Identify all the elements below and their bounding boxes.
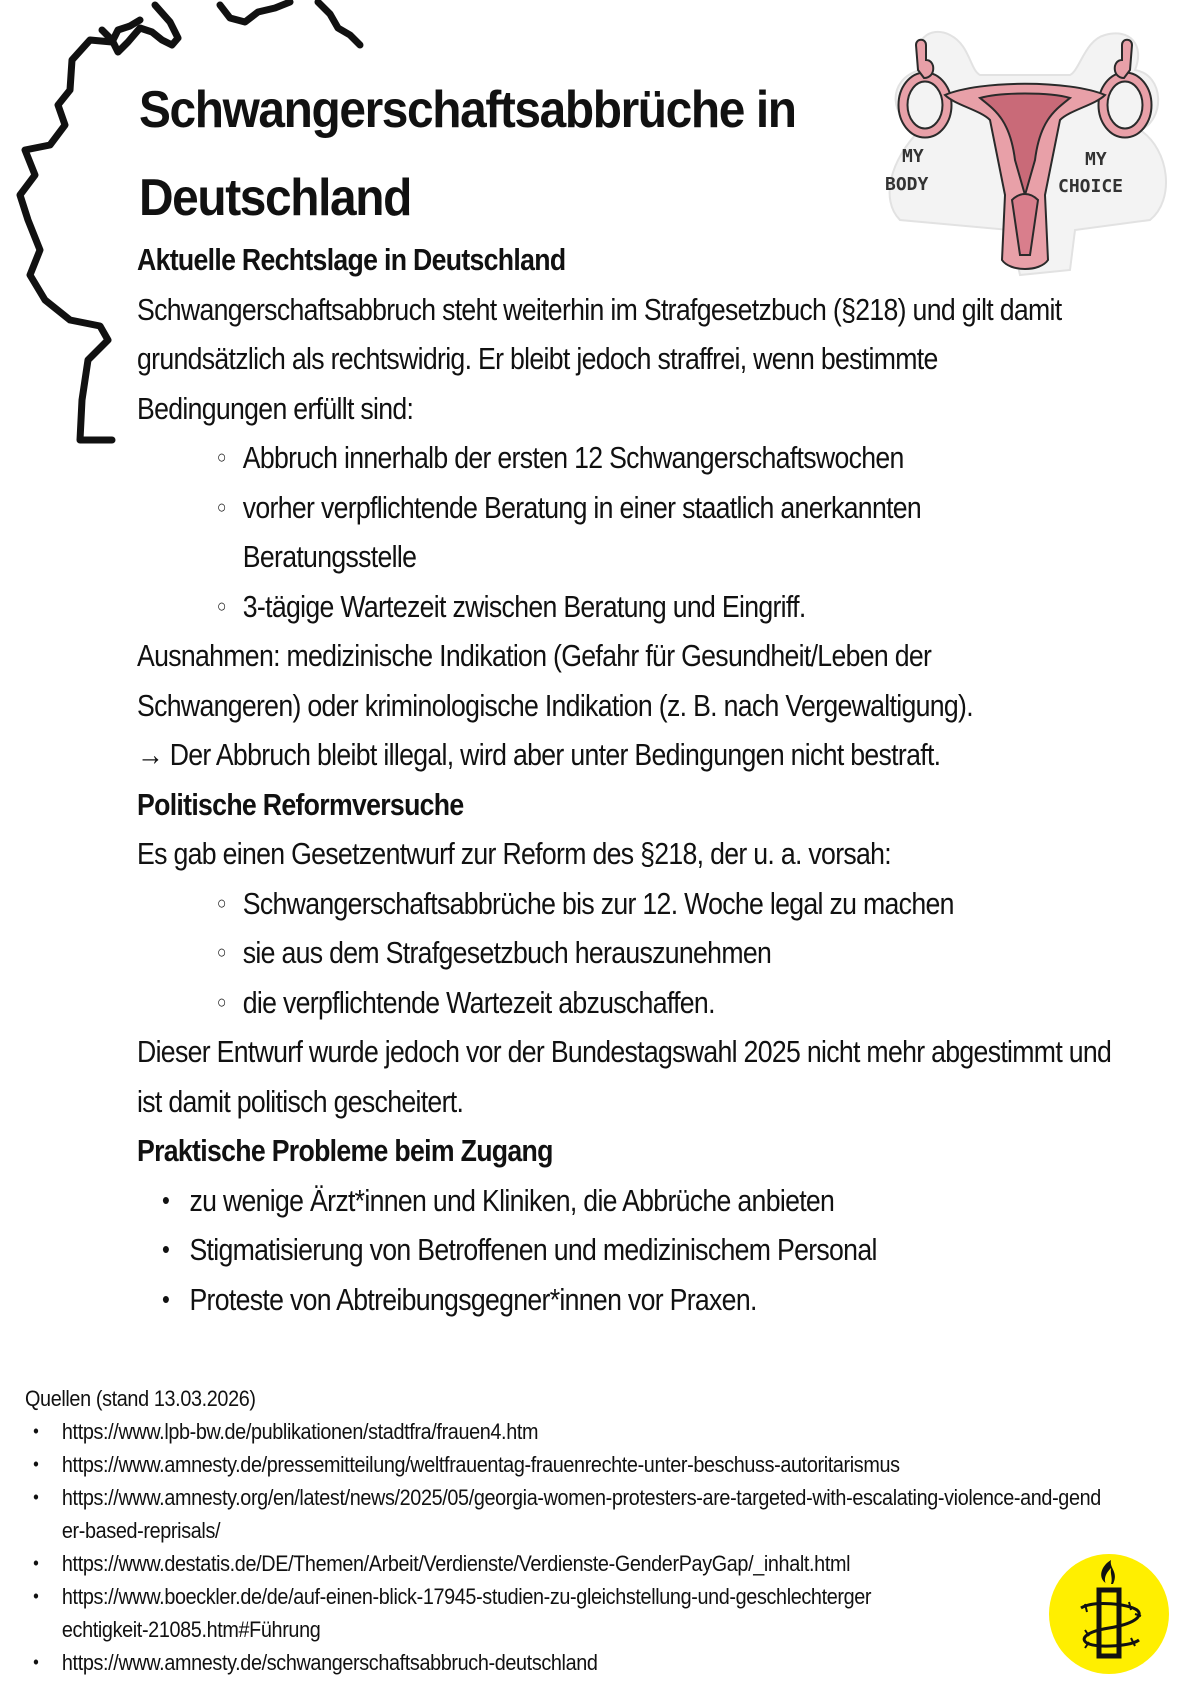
legal-conclusion: → Der Abbruch bleibt illegal, wird aber unter Bedingungen nicht bestraft. [137, 737, 941, 772]
source-link[interactable]: • https://www.boeckler.de/de/auf-einen-blick-17945-studien-zu-gleichstellung-und-geschlechtergerechtigkeit-21085.htm#Führung [62, 1580, 881, 1646]
main-content [137, 235, 1191, 1324]
bullet-icon: • [33, 1553, 39, 1573]
list-item: ○ sie aus dem Strafgesetzbuch herauszunehmen [243, 928, 1191, 978]
bullet-icon: • [33, 1586, 39, 1606]
source-link[interactable]: • https://www.amnesty.de/pressemitteilung/weltfrauentag-frauenrechte-unter-beschuss-autoritarismus [62, 1448, 1141, 1481]
source-link[interactable]: • https://www.destatis.de/DE/Themen/Arbeit/Verdienste/Verdienste-GenderPayGap/_inhalt.html [62, 1547, 1141, 1580]
list-item: ○ Schwangerschaftsabbrüche bis zur 12. Woche legal zu machen [243, 879, 1191, 929]
list-item: ○ die verpflichtende Wartezeit abzuschaffen. [243, 978, 1191, 1028]
page-title: Schwangerschaftsabbrüche in Deutschland [139, 81, 796, 227]
list-item: • Proteste von Abtreibungsgegner*innen vor Praxen. [189, 1275, 1191, 1325]
list-item: ○ 3-tägige Wartezeit zwischen Beratung und Eingriff. [243, 582, 1191, 632]
legal-exceptions: Ausnahmen: medizinische Indikation (Gefahr für Gesundheit/Leben der Schwangeren) oder kriminologische Indikation (z. B. nach Vergewaltigung). [137, 638, 973, 723]
hollow-bullet-icon: ○ [216, 496, 226, 517]
sticker-text-body: BODY [885, 174, 929, 195]
sticker-text-my-left: MY [902, 146, 924, 167]
list-item: • zu wenige Ärzt*innen und Kliniken, die Abbrüche anbieten [189, 1176, 1191, 1226]
legal-intro: Schwangerschaftsabbruch steht weiterhin im Strafgesetzbuch (§218) und gilt damit grundsätzlich als rechtswidrig. Er bleibt jedoch straffrei, wenn bestimmte Bedingungen erfüllt sind: [137, 291, 1062, 426]
amnesty-candle-logo [1049, 1554, 1169, 1674]
hollow-bullet-icon: ○ [216, 892, 226, 913]
bullet-icon: • [161, 1283, 170, 1314]
list-item: • Stigmatisierung von Betroffenen und medizinischem Personal [189, 1225, 1191, 1275]
sources-heading: Quellen (stand 13.03.2026) [25, 1386, 256, 1411]
bullet-icon: • [161, 1184, 170, 1215]
bullet-icon: • [33, 1454, 39, 1474]
hollow-bullet-icon: ○ [216, 991, 226, 1012]
list-item: ○ vorher verpflichtende Beratung in einer staatlich anerkannten Beratungsstelle [243, 483, 1017, 582]
reform-points-list [137, 879, 1191, 1028]
section-heading-reform: Politische Reformversuche [137, 786, 464, 822]
access-problems-list [137, 1176, 1191, 1325]
source-link[interactable]: • https://www.lpb-bw.de/publikationen/stadtfra/frauen4.htm [62, 1415, 1141, 1448]
legal-conditions-list [137, 433, 1191, 631]
hollow-bullet-icon: ○ [216, 942, 226, 962]
sticker-text-choice: CHOICE [1058, 176, 1124, 197]
section-heading-access: Praktische Probleme beim Zugang [137, 1133, 553, 1168]
sources-list [25, 1415, 1141, 1679]
bullet-icon: • [161, 1234, 170, 1264]
sticker-text-my-right: MY [1085, 149, 1107, 170]
hollow-bullet-icon: ○ [216, 595, 226, 616]
candle-icon [1049, 1554, 1169, 1674]
bullet-icon: • [33, 1487, 39, 1507]
bullet-icon: • [33, 1421, 39, 1441]
source-link[interactable]: • https://www.amnesty.de/schwangerschaftsabbruch-deutschland [62, 1646, 1141, 1679]
source-link[interactable]: • https://www.amnesty.org/en/latest/news/2025/05/georgia-women-protesters-are-targeted-with-escalating-violence-and-gender-based-reprisals/ [62, 1481, 1106, 1547]
sources-section [25, 1382, 1145, 1679]
section-heading-legal: Aktuelle Rechtslage in Deutschland [137, 242, 566, 277]
list-item: ○ Abbruch innerhalb der ersten 12 Schwangerschaftswochen [243, 433, 1191, 483]
hollow-bullet-icon: ○ [216, 447, 226, 467]
reform-intro: Es gab einen Gesetzentwurf zur Reform des §218, der u. a. vorsah: [137, 836, 892, 871]
reform-outcome: Dieser Entwurf wurde jedoch vor der Bundestagswahl 2025 nicht mehr abgestimmt und ist damit politisch gescheitert. [137, 1034, 1112, 1119]
bullet-icon: • [33, 1652, 39, 1672]
